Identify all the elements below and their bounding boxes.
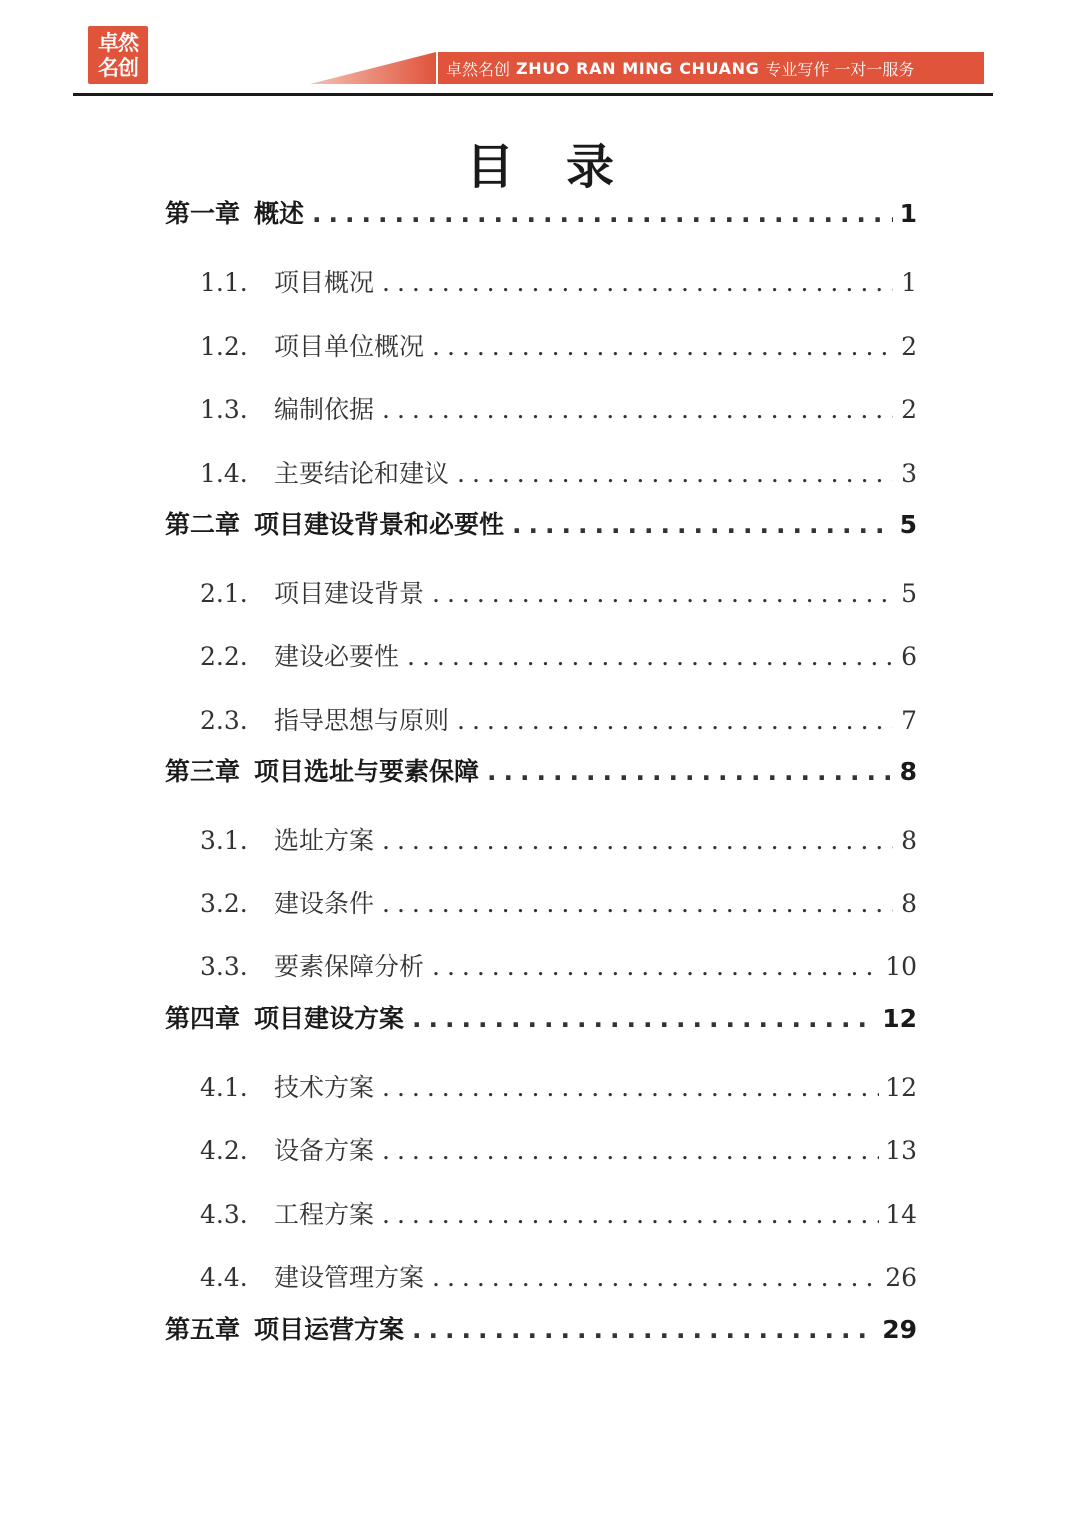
toc-entry-number: 2.1. xyxy=(200,579,248,608)
toc-section-entry[interactable] xyxy=(200,884,917,924)
toc-entry-title: 工程方案 xyxy=(274,1200,375,1229)
brand-logo-text: 卓然名创 xyxy=(98,30,138,80)
toc-section-entry[interactable] xyxy=(200,454,917,494)
page-title: 目录 xyxy=(465,139,666,195)
toc-entry-number: 4.2. xyxy=(200,1136,248,1165)
toc-entry-title: 编制依据 xyxy=(274,395,375,424)
toc-entry-number: 3.1. xyxy=(200,826,248,855)
toc-dot-leader xyxy=(432,1258,879,1298)
toc-page-number: 14 xyxy=(885,1200,917,1229)
toc-page-number: 1 xyxy=(899,199,917,228)
toc-page-number: 12 xyxy=(882,1004,917,1033)
toc-entry-title: 技术方案 xyxy=(274,1073,375,1102)
toc-dot-leader xyxy=(382,884,893,924)
toc-section-entry[interactable] xyxy=(200,701,917,741)
toc-section-entry[interactable] xyxy=(200,263,917,303)
toc-entry-title: 指导思想与原则 xyxy=(274,706,450,735)
toc-entry-title: 要素保障分析 xyxy=(274,952,425,981)
toc-entry-number: 第一章 xyxy=(165,199,241,228)
toc-entry-number: 2.3. xyxy=(200,706,248,735)
toc-entry-number: 3.3. xyxy=(200,952,248,981)
toc-entry-title: 选址方案 xyxy=(274,826,375,855)
toc-page-number: 3 xyxy=(901,459,917,488)
toc-page-number: 12 xyxy=(885,1073,917,1102)
toc-page-number: 10 xyxy=(885,952,917,981)
toc-dot-leader xyxy=(432,947,879,987)
toc-entry-number: 4.1. xyxy=(200,1073,248,1102)
toc-entry-number: 1.2. xyxy=(200,332,248,361)
toc-entry-title: 项目建设方案 xyxy=(254,1004,405,1033)
toc-section-entry[interactable] xyxy=(200,574,917,614)
toc-entry-title: 建设必要性 xyxy=(274,642,400,671)
toc-section-entry[interactable] xyxy=(200,637,917,677)
toc-page-number: 5 xyxy=(899,510,917,539)
toc-page-number: 5 xyxy=(901,579,917,608)
toc-entry-number: 第四章 xyxy=(165,1004,241,1033)
toc-page-number: 29 xyxy=(882,1315,917,1344)
toc-page-number: 6 xyxy=(901,642,917,671)
toc-entry-title: 建设管理方案 xyxy=(274,1263,425,1292)
toc-chapter-entry[interactable] xyxy=(165,752,917,792)
toc-entry-number: 1.1. xyxy=(200,268,248,297)
toc-dot-leader xyxy=(382,390,893,430)
toc-section-entry[interactable] xyxy=(200,947,917,987)
toc-chapter-entry[interactable] xyxy=(165,1310,917,1350)
toc-dot-leader xyxy=(382,821,893,861)
header-rule-divider xyxy=(73,93,993,96)
toc-entry-number: 第二章 xyxy=(165,510,241,539)
toc-entry-number: 4.4. xyxy=(200,1263,248,1292)
toc-entry-title: 项目建设背景 xyxy=(274,579,425,608)
toc-dot-leader xyxy=(457,454,893,494)
toc-dot-leader xyxy=(512,505,893,545)
toc-page-number: 13 xyxy=(885,1136,917,1165)
toc-dot-leader xyxy=(457,701,893,741)
toc-section-entry[interactable] xyxy=(200,1195,917,1235)
toc-page-number: 2 xyxy=(901,395,917,424)
toc-section-entry[interactable] xyxy=(200,1258,917,1298)
toc-entry-title: 项目运营方案 xyxy=(254,1315,405,1344)
toc-page-number: 8 xyxy=(901,826,917,855)
toc-entry-title: 设备方案 xyxy=(274,1136,375,1165)
banner-en-text: ZHUO RAN MING CHUANG xyxy=(516,58,760,78)
toc-chapter-entry[interactable] xyxy=(165,194,917,234)
toc-entry-title: 主要结论和建议 xyxy=(274,459,450,488)
toc-dot-leader xyxy=(432,574,893,614)
toc-entry-number: 1.4. xyxy=(200,459,248,488)
toc-dot-leader xyxy=(382,263,893,303)
toc-dot-leader xyxy=(382,1068,879,1108)
toc-dot-leader xyxy=(382,1195,879,1235)
toc-dot-leader xyxy=(432,327,893,367)
toc-section-entry[interactable] xyxy=(200,1131,917,1171)
header-banner xyxy=(436,52,984,84)
banner-tag-text: 专业写作 一对一服务 xyxy=(765,59,915,79)
banner-wedge-decoration xyxy=(310,52,436,84)
toc-entry-title: 建设条件 xyxy=(274,889,375,918)
toc-entry-title: 项目选址与要素保障 xyxy=(254,757,480,786)
toc-entry-number: 2.2. xyxy=(200,642,248,671)
toc-entry-number: 第三章 xyxy=(165,757,241,786)
toc-page-number: 7 xyxy=(901,706,917,735)
banner-cn-text: 卓然名创 xyxy=(446,59,511,79)
toc-chapter-entry[interactable] xyxy=(165,505,917,545)
toc-dot-leader xyxy=(312,194,893,234)
toc-entry-title: 概述 xyxy=(254,199,305,228)
toc-section-entry[interactable] xyxy=(200,390,917,430)
toc-section-entry[interactable] xyxy=(200,327,917,367)
toc-dot-leader xyxy=(412,999,876,1039)
toc-page-number: 26 xyxy=(885,1263,917,1292)
toc-section-entry[interactable] xyxy=(200,1068,917,1108)
toc-dot-leader xyxy=(382,1131,879,1171)
toc-entry-number: 第五章 xyxy=(165,1315,241,1344)
toc-page-number: 8 xyxy=(901,889,917,918)
toc-entry-number: 4.3. xyxy=(200,1200,248,1229)
toc-page-number: 1 xyxy=(901,268,917,297)
toc-page-number: 8 xyxy=(899,757,917,786)
toc-dot-leader xyxy=(407,637,893,677)
toc-entry-title: 项目建设背景和必要性 xyxy=(254,510,505,539)
toc-page-number: 2 xyxy=(901,332,917,361)
toc-dot-leader xyxy=(412,1310,876,1350)
toc-dot-leader xyxy=(487,752,893,792)
toc-chapter-entry[interactable] xyxy=(165,999,917,1039)
toc-entry-number: 1.3. xyxy=(200,395,248,424)
toc-entry-title: 项目概况 xyxy=(274,268,375,297)
toc-section-entry[interactable] xyxy=(200,821,917,861)
toc-entry-number: 3.2. xyxy=(200,889,248,918)
toc-entry-title: 项目单位概况 xyxy=(274,332,425,361)
brand-logo xyxy=(88,26,148,84)
